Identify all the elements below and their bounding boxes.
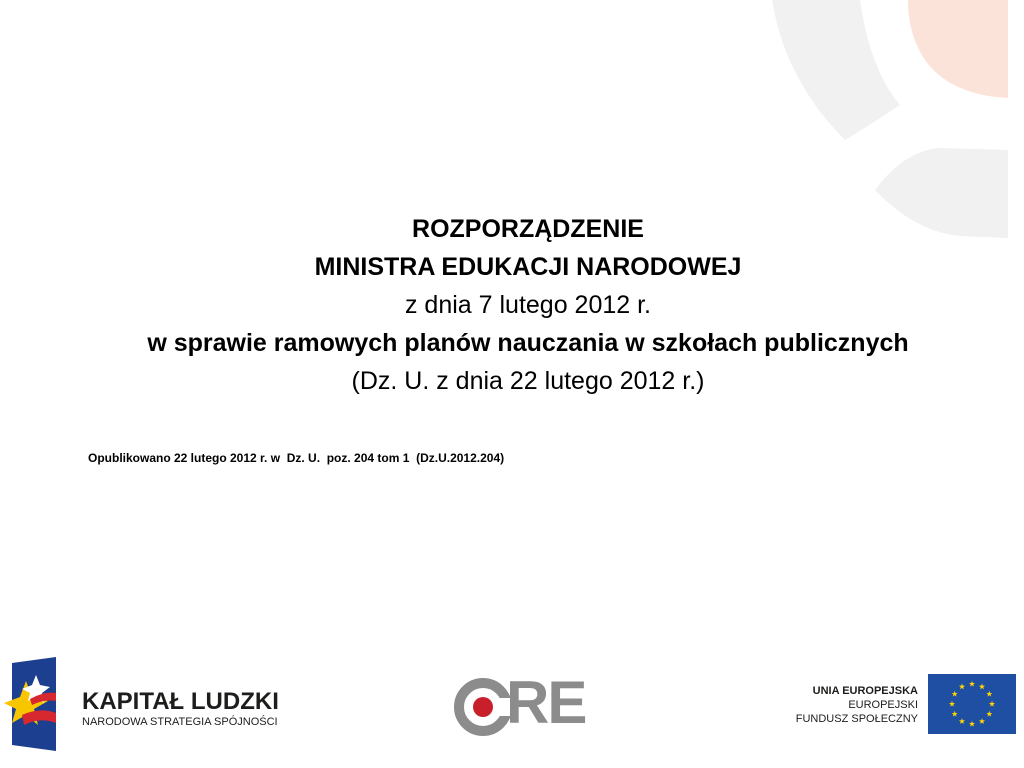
- decor-peach-shape: [908, 0, 1008, 98]
- decor-grey-arc-top: [772, 0, 900, 140]
- eu-line-union: UNIA EUROPEJSKA: [812, 685, 918, 697]
- eu-flag-icon: [928, 674, 1016, 734]
- title-line-subject: w sprawie ramowych planów nauczania w szkołach publicznych: [147, 329, 909, 357]
- publication-note: Opublikowano 22 lutego 2012 r. w Dz. U. poz. 204 tom 1 (Dz.U.2012.204): [88, 451, 505, 465]
- eu-fund-label: [796, 684, 918, 726]
- eu-line-social-fund: FUNDUSZ SPOŁECZNY: [795, 713, 918, 725]
- title-line-regulation: ROZPORZĄDZENIE: [412, 215, 644, 243]
- title-line-date: z dnia 7 lutego 2012 r.: [404, 291, 652, 319]
- ore-logo-text: RE: [506, 669, 586, 736]
- regulation-title: [40, 210, 1016, 400]
- title-line-ministry: MINISTRA EDUKACJI NARODOWEJ: [314, 253, 742, 281]
- kapital-ludzki-title: KAPITAŁ LUDZKI: [82, 688, 279, 715]
- title-line-journal: (Dz. U. z dnia 22 lutego 2012 r.): [351, 367, 705, 395]
- kapital-ludzki-subtitle: NARODOWA STRATEGIA SPÓJNOŚCI: [82, 716, 278, 728]
- eu-line-european: EUROPEJSKI: [848, 699, 918, 711]
